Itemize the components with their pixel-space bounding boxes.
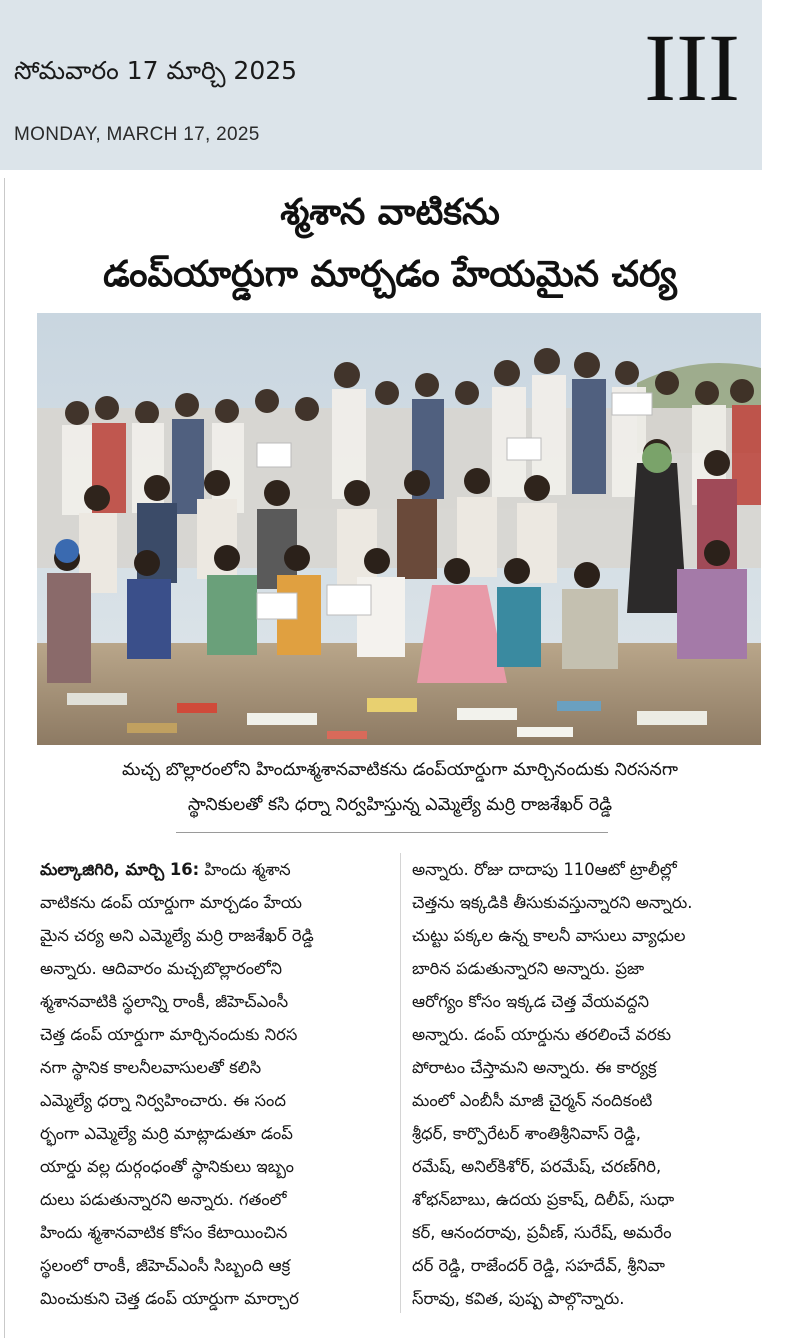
article-line: ర్భంగా ఎమ్మెల్యే మర్రి మాట్లాడుతూ డంప్ — [40, 1124, 293, 1143]
article-line — [40, 853, 400, 886]
article-line: వాటికను డంప్ యార్డుగా మార్చడం హేయ — [40, 893, 302, 912]
article-dateline: మల్కాజిగిరి, మార్చి 16: — [40, 860, 200, 879]
article-line: మించుకుని చెత్త డంప్ యార్డుగా మార్చార — [40, 1289, 299, 1308]
article-line: స్‌రావు, కవిత, పుష్ప పాల్గొన్నారు. — [412, 1289, 625, 1308]
article-line: అన్నారు. ఆదివారం మచ్చబొల్లారంలోని — [40, 959, 282, 978]
protest-photo-illustration — [37, 313, 761, 745]
article-line: బారిన పడుతున్నారని అన్నారు. ప్రజా — [412, 959, 645, 978]
column-divider — [400, 853, 401, 1313]
column-rule — [4, 178, 5, 1338]
article-line: నగా స్థానిక కాలనీలవాసులతో కలిసి — [40, 1058, 262, 1077]
article-line: శోభన్‌బాబు, ఉదయ ప్రకాష్, దిలీప్, సుధా — [412, 1190, 675, 1209]
article-line: అన్నారు. రోజు దాదాపు 110ఆటో ట్రాలీల్లో — [412, 860, 677, 879]
article-line: కర్, ఆనందరావు, ప్రవీణ్, సురేష్, అమరేం — [412, 1223, 672, 1242]
date-telugu: సోమవారం 17 మార్చి 2025 — [14, 56, 298, 85]
photo-caption-line-1: మచ్చ బొల్లారంలోని హిందూశ్మశానవాటికను డంప్‌యార్డుగా మార్చినందుకు నిరసనగా — [122, 760, 678, 780]
article-line-text: హిందు శ్మశాన — [199, 860, 291, 879]
article-line: చెత్త డంప్ యార్డుగా మార్చినందుకు నిరస — [40, 1025, 298, 1044]
article-line: దర్ రెడ్డి, రాజేందర్ రెడ్డి, సహదేవ్, శ్రీనివా — [412, 1256, 665, 1275]
article-line: చెత్తను ఇక్కడికి తీసుకువస్తున్నారని అన్నారు. — [412, 893, 693, 912]
article-column-right — [412, 853, 772, 1315]
headline-line-1: శ్మశాన వాటికను — [280, 192, 500, 233]
article-line: హిందు శ్మశానవాటిక కోసం కేటాయించిన — [40, 1223, 288, 1242]
article-line: శ్రీధర్, కార్పొరేటర్ శాంతిశ్రీనివాస్ రెడ్డి, — [412, 1124, 641, 1143]
article-line: శ్మశానవాటికి స్థలాన్ని రాంకీ, జీహెచ్ఎంసీ — [40, 992, 289, 1011]
article-line: దులు పడుతున్నారని అన్నారు. గతంలో — [40, 1190, 287, 1209]
article-line: ఆరోగ్యం కోసం ఇక్కడ చెత్త వేయవద్దని — [412, 992, 650, 1011]
date-english: MONDAY, MARCH 17, 2025 — [14, 124, 260, 145]
article-line: యార్డు వల్ల దుర్గంధంతో స్థానికులు ఇబ్బం — [40, 1157, 294, 1176]
caption-divider — [176, 832, 608, 833]
article-line: రమేష్, అనిల్‌కిశోర్, పరమేష్, చరణ్‌గిరి, — [412, 1157, 662, 1176]
photo-caption-line-2: స్థానికులతో కసి ధర్నా నిర్వహిస్తున్న ఎమ్మెల్యే మర్రి రాజశేఖర్ రెడ్డి — [187, 795, 613, 815]
article-column-left — [40, 853, 400, 1315]
article-line: ఎమ్మెల్యే ధర్నా నిర్వహించారు. ఈ సంద — [40, 1091, 286, 1110]
protest-photo — [37, 313, 761, 745]
article-line: మైన చర్య అని ఎమ్మెల్యే మర్రి రాజశేఖర్ రెడ్డి — [40, 926, 314, 945]
article-line: పోరాటం చేస్తామని అన్నారు. ఈ కార్యక్ర — [412, 1058, 657, 1077]
headline-line-2: డంప్‌యార్డుగా మార్చడం హేయమైన చర్య — [103, 254, 677, 295]
article-line: అన్నారు. డంప్ యార్డును తరలించే వరకు — [412, 1025, 672, 1044]
article-line: చుట్టు పక్కల ఉన్న కాలనీ వాసులు వ్యాధుల — [412, 926, 686, 945]
page-number: III — [644, 14, 740, 121]
article-line: మంలో ఎంబీసీ మాజీ చైర్మన్ నందికంటి — [412, 1091, 653, 1110]
article-line: స్థలంలో రాంకీ, జీహెచ్ఎంసీ సిబ్బంది ఆక్ర — [40, 1256, 291, 1275]
